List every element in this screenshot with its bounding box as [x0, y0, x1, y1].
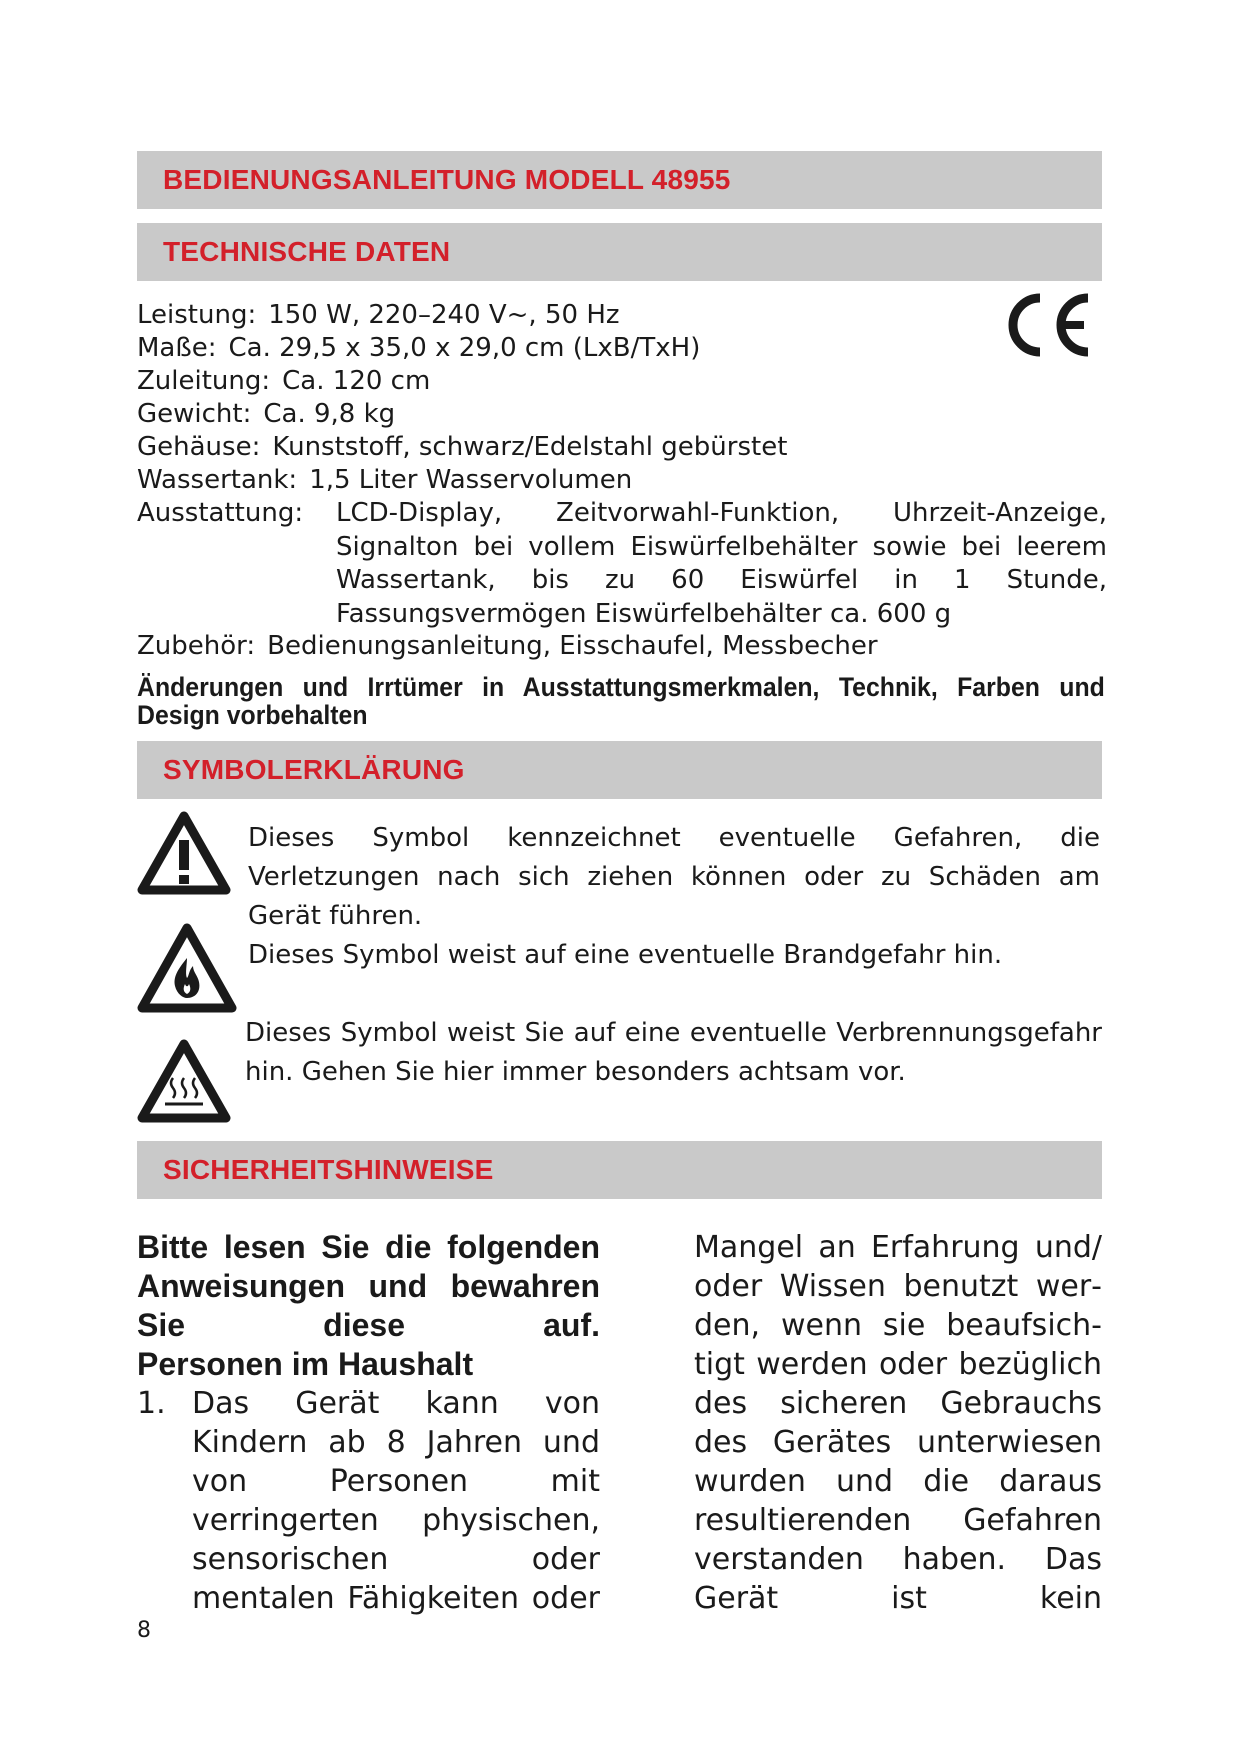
safety-subheading: Personen im Haushalt [137, 1346, 474, 1382]
document-title: BEDIENUNGSANLEITUNG MODELL 48955 [163, 164, 731, 195]
symbol-text-burn: Dieses Symbol weist Sie auf eine eventuelle Verbrennungsgefahr hin. Gehen Sie hier immer besonders achtsam vor. [245, 1018, 1102, 1087]
spec-value: Ca. 120 cm [282, 366, 431, 396]
spec-label: Gewicht: [137, 399, 252, 429]
spec-value: Ca. 29,5 x 35,0 x 29,0 cm (LxB/TxH) [228, 333, 701, 363]
spec-label: Ausstattung: [137, 498, 304, 528]
spec-label: Leistung: [137, 300, 257, 330]
spec-row-gewicht [137, 398, 1107, 432]
safety-heading: SICHERHEITSHINWEISE [163, 1154, 494, 1185]
spec-label: Zuleitung: [137, 366, 271, 396]
spec-label: Zubehör: [137, 631, 256, 661]
tech-data-heading: TECHNISCHE DATEN [163, 236, 451, 267]
symbol-text-fire: Dieses Symbol weist auf eine eventuelle Brandgefahr hin. [248, 940, 1003, 970]
safety-item-text: Das Gerät kann von Kindern ab 8 Jahren und von Personen mit verringerten physischen, sensorischen oder mentalen Fähigkeiten oder [192, 1386, 600, 1616]
safety-item-number: 1. [137, 1386, 166, 1421]
spec-value: 150 W, 220–240 V~, 50 Hz [268, 300, 620, 330]
symbols-heading-bar [137, 741, 1102, 799]
fire-hazard-icon [137, 922, 237, 1014]
safety-intro: Bitte lesen Sie die folgenden Anweisungen und bewahren Sie diese auf. [137, 1229, 600, 1343]
spec-row-gehaeuse [137, 431, 1107, 465]
spec-value: Bedienungsanleitung, Eisschaufel, Messbecher [267, 631, 878, 661]
spec-value: Kunststoff, schwarz/Edelstahl gebürstet [272, 432, 788, 462]
spec-row-masse [137, 332, 1107, 366]
spec-label: Wassertank: [137, 465, 298, 495]
safety-heading-bar [137, 1141, 1102, 1199]
changes-notice: Änderungen und Irrtümer in Ausstattungsmerkmalen, Technik, Farben und Design vorbehalten [137, 672, 1105, 730]
warning-exclamation-icon [137, 810, 231, 896]
spec-value: LCD-Display, Zeitvorwahl-Funktion, Uhrzeit-Anzeige, Signalton bei vollem Eiswürfelbehälter sowie bei leerem Wassertank, bis zu 60 Eiswürfel in 1 Stunde, Fassungsvermögen Eiswürfelbehälter ca. 600 g [336, 498, 1107, 629]
symbols-heading: SYMBOLERKLÄRUNG [163, 754, 465, 785]
spec-label: Gehäuse: [137, 432, 261, 462]
page-number: 8 [137, 1618, 151, 1643]
spec-row-zubehoer [137, 630, 1107, 664]
spec-label: Maße: [137, 333, 217, 363]
tech-data-heading-bar [137, 223, 1102, 281]
spec-value: 1,5 Liter Wasservolumen [309, 465, 633, 495]
spec-row-wassertank [137, 464, 1107, 498]
hot-surface-icon [137, 1038, 231, 1124]
spec-value: Ca. 9,8 kg [263, 399, 396, 429]
spec-row-zuleitung [137, 365, 1107, 399]
spec-row-leistung [137, 299, 1107, 333]
safety-right-column: Mangel an Erfahrung und/ oder Wissen benutzt werden, wenn sie beaufsichtigt werden oder bezüglich des sicheren Gebrauchs des Gerätes unterwiesen wurden und die daraus resultierenden Gefahren verstanden haben. Das Gerät ist kein [694, 1230, 1102, 1616]
symbol-text-danger: Dieses Symbol kennzeichnet eventuelle Gefahren, die Verletzungen nach sich ziehen können oder zu Schäden am Gerät führen. [248, 823, 1100, 931]
document-title-bar [137, 151, 1102, 209]
